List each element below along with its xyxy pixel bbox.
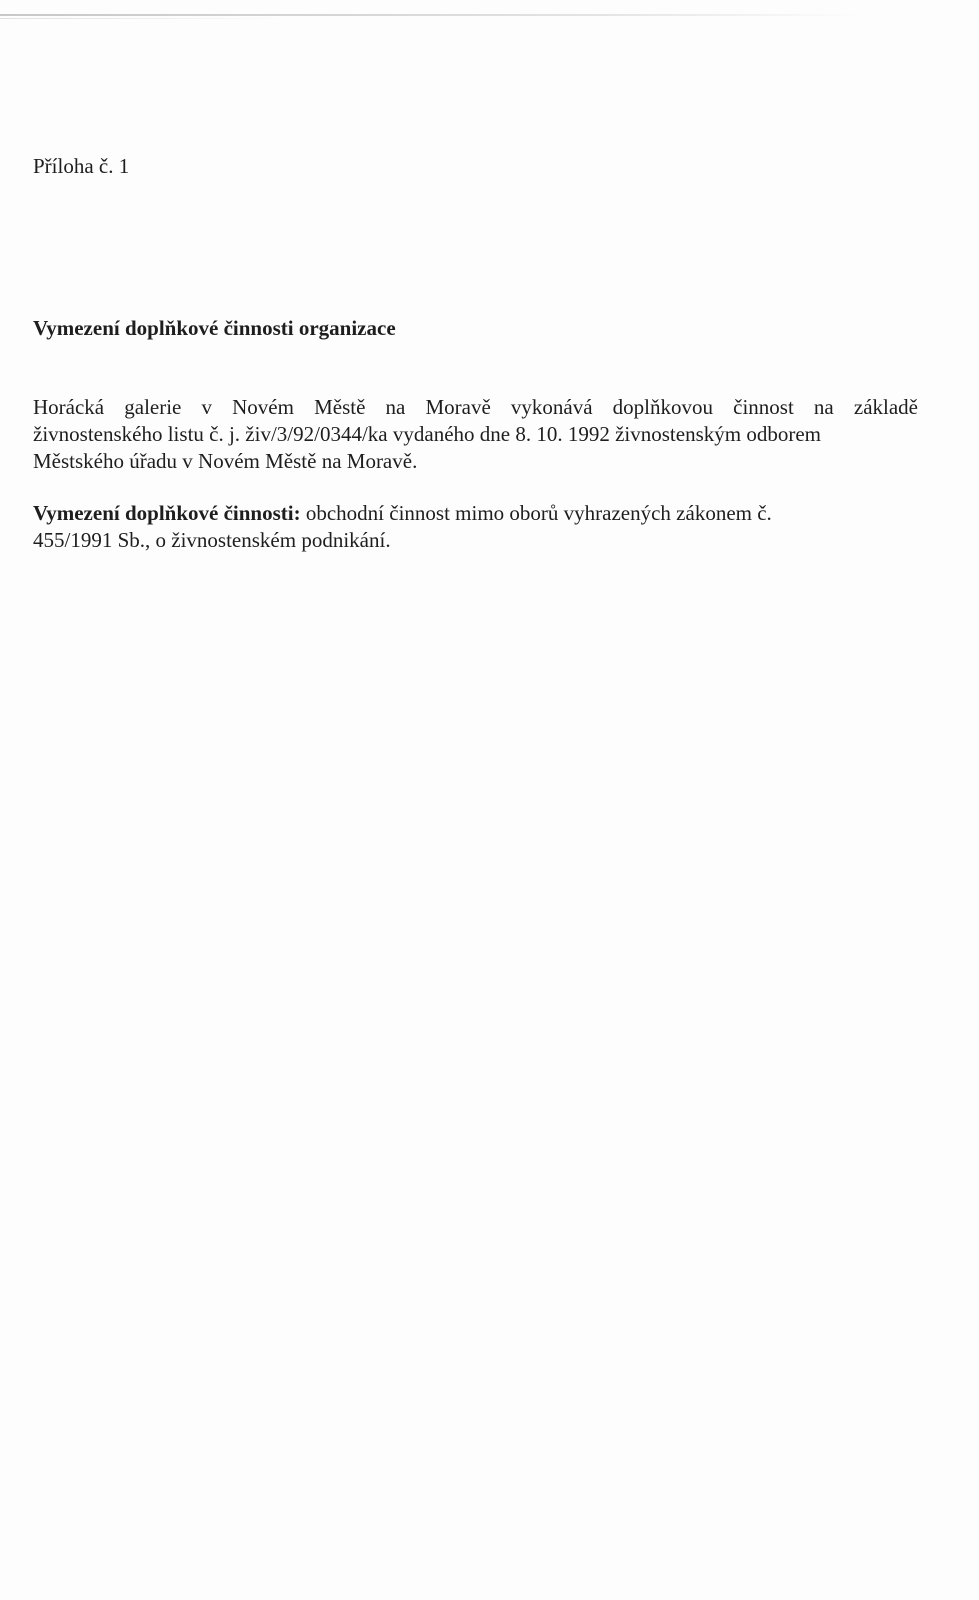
paragraph-line — [33, 500, 918, 527]
paragraph-line: Horácká galerie v Novém Městě na Moravě vykonává doplňkovou činnost na základě — [33, 395, 918, 419]
paragraph-line: živnostenského listu č. j. živ/3/92/0344/ka vydaného dne 8. 10. 1992 živnostenským odborem — [33, 422, 821, 446]
paragraph-trade-license — [33, 394, 918, 475]
activity-scope-text: obchodní činnost mimo oborů vyhrazených zákonem č. — [305, 501, 772, 525]
paragraph-activity-scope — [33, 500, 918, 554]
activity-scope-label: Vymezení doplňkové činnosti: — [33, 501, 301, 525]
attachment-label: Příloha č. 1 — [33, 154, 130, 178]
scan-artifact-line — [0, 14, 860, 16]
section-heading: Vymezení doplňkové činnosti organizace — [33, 316, 396, 340]
paragraph-line: Městského úřadu v Novém Městě na Moravě. — [33, 449, 418, 473]
paragraph-line: 455/1991 Sb., o živnostenském podnikání. — [33, 528, 391, 552]
scan-artifact-line — [0, 18, 300, 19]
